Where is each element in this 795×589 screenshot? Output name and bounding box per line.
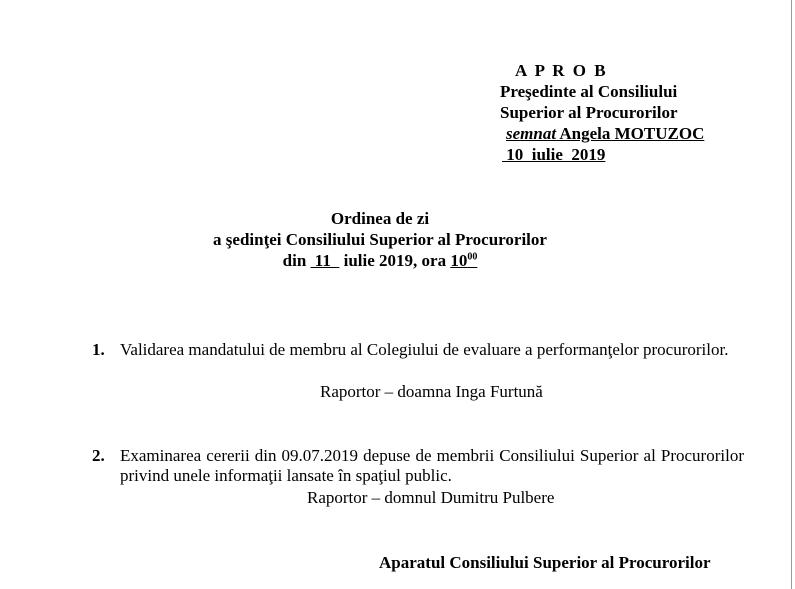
- approval-block: [500, 60, 704, 165]
- agenda-item-rapporteur: Raportor – domnul Dumitru Pulbere: [307, 488, 555, 507]
- issuer-footer: Aparatul Consiliului Superior al Procurorilor: [379, 553, 711, 572]
- meeting-minutes: 00: [467, 251, 478, 263]
- approval-signature: [500, 123, 704, 144]
- agenda-item-text: Validarea mandatului de membru al Colegiului de evaluare a performanţelor procurorilor.: [120, 340, 729, 359]
- agenda-item-number: 1.: [92, 340, 105, 359]
- page-edge-line: [791, 0, 792, 589]
- approval-date: 10 iulie 2019: [502, 145, 606, 164]
- signed-word: semnat: [506, 124, 557, 143]
- meeting-time: [450, 251, 477, 270]
- document-title: [0, 208, 760, 271]
- agenda-item: [92, 340, 744, 401]
- agenda-item-rapporteur: Raportor – doamna Inga Furtună: [320, 382, 543, 401]
- approval-position-line2: Superior al Procurorilor: [500, 103, 678, 122]
- meeting-hour: 10: [450, 251, 468, 270]
- title-prefix: din: [282, 251, 311, 270]
- meeting-day: 11: [310, 251, 340, 270]
- approval-heading: A P R O B: [515, 61, 608, 80]
- agenda-item-text: Examinarea cererii din 09.07.2019 depuse de membrii Consiliului Superior al Procurorilor privind unele informaţii lansate în spaţiul public.: [120, 446, 744, 485]
- signer-name: Angela MOTUZOC: [556, 124, 705, 143]
- agenda-item: [92, 446, 744, 507]
- title-line3: [0, 250, 760, 271]
- title-line1: Ordinea de zi: [330, 209, 430, 228]
- agenda-item-number: 2.: [92, 446, 105, 465]
- title-line2: a şedinţei Consiliului Superior al Procurorilor: [213, 230, 547, 249]
- approval-position-line1: Preşedinte al Consiliului: [500, 82, 678, 101]
- title-middle: iulie 2019, ora: [339, 251, 451, 270]
